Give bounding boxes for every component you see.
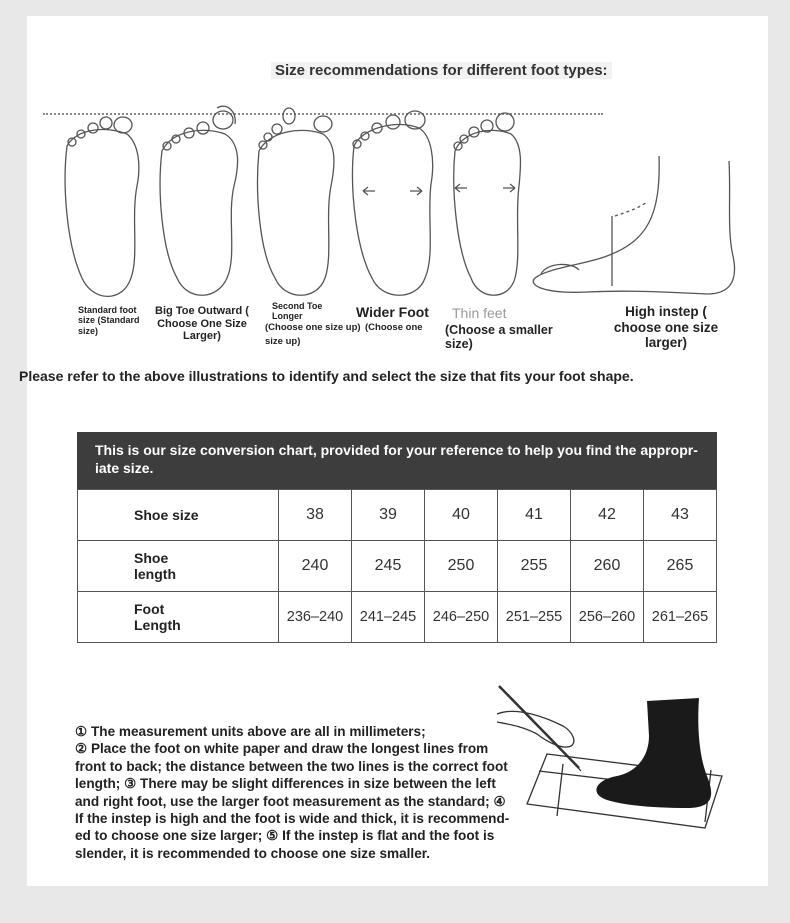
table-cell: 42 xyxy=(571,490,644,541)
table-row xyxy=(78,592,717,643)
table-cell: 250 xyxy=(425,541,498,592)
foot-label-standard: Standard foot size (Standard size) xyxy=(78,305,140,336)
chart-header: This is our size conversion chart, provided for your reference to help you find the appropr- iate size. xyxy=(77,432,717,489)
foot-label-wider: Wider Foot xyxy=(356,304,429,320)
foot-label-thin-note: (Choose a smaller size) xyxy=(445,323,553,352)
table-cell: 41 xyxy=(498,490,571,541)
wider-foot-icon xyxy=(353,111,433,295)
high-instep-foot-icon xyxy=(533,156,734,294)
size-guide-page xyxy=(19,16,768,886)
second-toe-longer-foot-icon xyxy=(258,108,334,295)
table-cell: 265 xyxy=(644,541,717,592)
table-cell: 255 xyxy=(498,541,571,592)
refer-instruction: Please refer to the above illustrations to identify and select the size that fits your foot shape. xyxy=(19,368,634,384)
row-header: Foot Length xyxy=(78,592,279,643)
thin-foot-icon xyxy=(454,113,521,295)
size-table xyxy=(77,489,717,643)
table-cell: 39 xyxy=(352,490,425,541)
table-row xyxy=(78,541,717,592)
table-cell: 260 xyxy=(571,541,644,592)
table-cell: 251–255 xyxy=(498,592,571,643)
table-cell: 245 xyxy=(352,541,425,592)
foot-types-illustration xyxy=(27,16,768,316)
table-cell: 43 xyxy=(644,490,717,541)
table-cell: 236–240 xyxy=(279,592,352,643)
foot-label-high-instep: High instep ( choose one size larger) xyxy=(613,304,719,351)
page-title: Size recommendations for different foot types: xyxy=(271,62,612,79)
measurement-notes: ① The measurement units above are all in millimeters; ② Place the foot on white paper and draw the longest lines from front to back; the distance between the two lines is the correct foot length; ③ There may be slight differences in size between the left and right foot, use the larger foot measurement as the standard; ④ If the instep is high and the foot is wide and thick, it is recommend- ed to choose one size larger; ⑤ If the instep is flat and the foot is slender, it is recommended to choose one size smaller. xyxy=(75,724,510,861)
row-header: Shoe size xyxy=(78,490,279,541)
standard-foot-icon xyxy=(65,117,139,296)
big-toe-outward-foot-icon xyxy=(160,106,237,295)
foot-label-wider-note: (Choose one xyxy=(365,322,423,333)
table-cell: 40 xyxy=(425,490,498,541)
hand-with-pen-icon xyxy=(497,711,574,747)
foot-label-big-toe: Big Toe Outward ( Choose One Size Larger) xyxy=(155,305,249,343)
table-cell: 256–260 xyxy=(571,592,644,643)
size-conversion-chart xyxy=(77,432,717,643)
table-cell: 241–245 xyxy=(352,592,425,643)
table-cell: 38 xyxy=(279,490,352,541)
foot-label-second-toe-note: (Choose one size up) size up) xyxy=(265,322,361,347)
foot-label-thin: Thin feet xyxy=(452,305,507,321)
row-header: Shoe length xyxy=(78,541,279,592)
table-cell: 246–250 xyxy=(425,592,498,643)
table-row xyxy=(78,490,717,541)
table-cell: 240 xyxy=(279,541,352,592)
foot-label-second-toe: Second Toe Longer xyxy=(272,301,323,322)
foot-silhouette-icon xyxy=(596,698,711,808)
table-cell: 261–265 xyxy=(644,592,717,643)
foot-measuring-illustration xyxy=(477,676,737,836)
